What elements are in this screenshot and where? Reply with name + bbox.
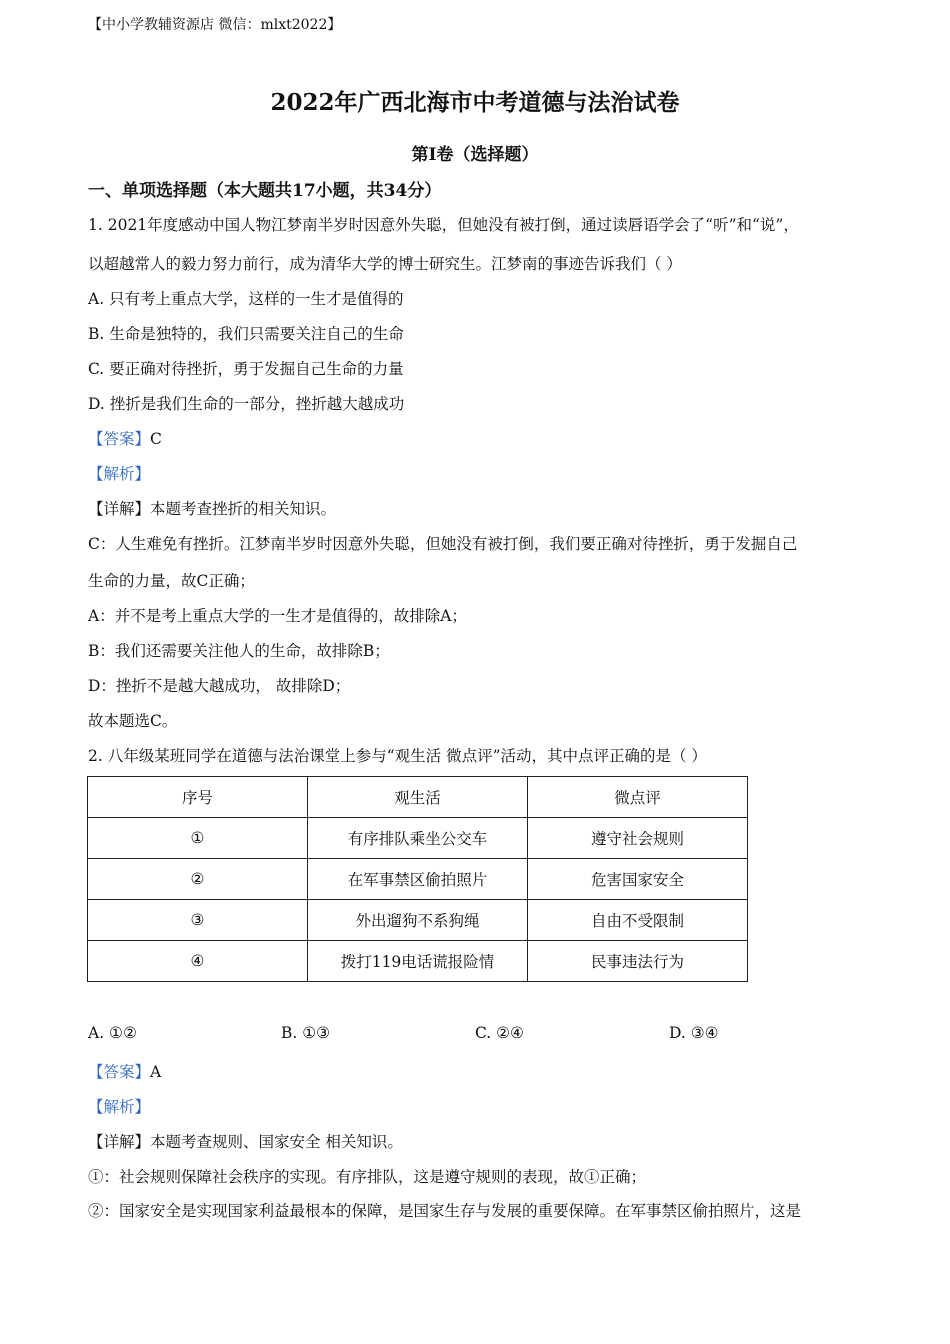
q1-answer <box>88 427 162 449</box>
table-cell: 在军事禁区偷拍照片 <box>308 859 528 900</box>
q2-option-c: C. ②④ <box>475 1024 524 1042</box>
table-header-cell: 观生活 <box>308 777 528 818</box>
table-cell: 外出遛狗不系狗绳 <box>308 900 528 941</box>
section-heading: 一、单项选择题（本大题共17小题，共34分） <box>88 181 442 201</box>
q2-line1: ①：社会规则保障社会秩序的实现。有序排队，这是遵守规则的表现，故①正确； <box>88 1168 647 1186</box>
q2-option-b: B. ①③ <box>281 1024 331 1042</box>
q1-option-b: B. 生命是独特的，我们只需要关注自己的生命 <box>88 325 404 343</box>
table-header-row <box>88 777 748 818</box>
q1-c-line2: 生命的力量，故C正确； <box>88 572 255 590</box>
q1-analysis-tag: 【解析】 <box>88 465 151 483</box>
table-cell: 民事违法行为 <box>528 941 748 982</box>
table-row <box>88 900 748 941</box>
q1-b-line: B：我们还需要关注他人的生命，故排除B； <box>88 642 390 660</box>
q1-a-line: A：并不是考上重点大学的一生才是值得的，故排除A； <box>88 607 467 625</box>
q1-option-a: A. 只有考上重点大学，这样的一生才是值得的 <box>88 290 404 308</box>
q2-option-d: D. ③④ <box>669 1024 719 1042</box>
table-cell: 遵守社会规则 <box>528 818 748 859</box>
q2-analysis-tag: 【解析】 <box>88 1098 151 1116</box>
q2-line2: ②：国家安全是实现国家利益最根本的保障，是国家生存与发展的重要保障。在军事禁区偷拍照片，这是 <box>88 1202 802 1220</box>
answer-value: C <box>150 430 162 448</box>
table-header-cell: 微点评 <box>528 777 748 818</box>
q1-option-d: D. 挫折是我们生命的一部分，挫折越大越成功 <box>88 395 405 413</box>
q1-option-c: C. 要正确对待挫折，勇于发掘自己生命的力量 <box>88 360 404 378</box>
q1-d-line: D：挫折不是越大越成功， 故排除D； <box>88 677 351 695</box>
table-header-cell: 序号 <box>88 777 308 818</box>
table-cell: 自由不受限制 <box>528 900 748 941</box>
table-row <box>88 941 748 982</box>
table-cell: ③ <box>88 900 308 941</box>
q1-c-line1: C：人生难免有挫折。江梦南半岁时因意外失聪，但她没有被打倒，我们要正确对待挫折，勇于发掘自己 <box>88 535 798 553</box>
q2-stem: 2. 八年级某班同学在道德与法治课堂上参与“观生活 微点评”活动，其中点评正确的是（ ） <box>88 747 707 765</box>
page-title: 2022年广西北海市中考道德与法治试卷 <box>270 89 680 116</box>
volume-subtitle: 第I卷（选择题） <box>411 145 539 165</box>
q2-detail: 【详解】本题考查规则、国家安全 相关知识。 <box>88 1133 403 1151</box>
q2-option-a: A. ①② <box>88 1024 137 1042</box>
q1-stem-line2: 以超越常人的毅力努力前行，成为清华大学的博士研究生。江梦南的事迹告诉我们（ ） <box>88 255 682 273</box>
table-row <box>88 818 748 859</box>
table-row <box>88 859 748 900</box>
q1-stem-line1: 1. 2021年度感动中国人物江梦南半岁时因意外失聪，但她没有被打倒，通过读唇语学会了“听”和“说”， <box>88 216 799 234</box>
q1-detail: 【详解】本题考查挫折的相关知识。 <box>88 500 337 518</box>
table-cell: 有序排队乘坐公交车 <box>308 818 528 859</box>
page-header: 【中小学教辅资源店 微信：mlxt2022】 <box>88 17 342 33</box>
table-cell: 拨打119电话谎报险情 <box>308 941 528 982</box>
table-cell: 危害国家安全 <box>528 859 748 900</box>
table-cell: ② <box>88 859 308 900</box>
answer-tag: 【答案】 <box>88 1063 151 1081</box>
table-cell: ④ <box>88 941 308 982</box>
answer-tag: 【答案】 <box>88 430 151 448</box>
q2-answer <box>88 1060 161 1082</box>
table-cell: ① <box>88 818 308 859</box>
q1-conclusion: 故本题选C。 <box>88 712 178 730</box>
q2-table <box>87 776 748 982</box>
answer-value: A <box>150 1063 162 1081</box>
